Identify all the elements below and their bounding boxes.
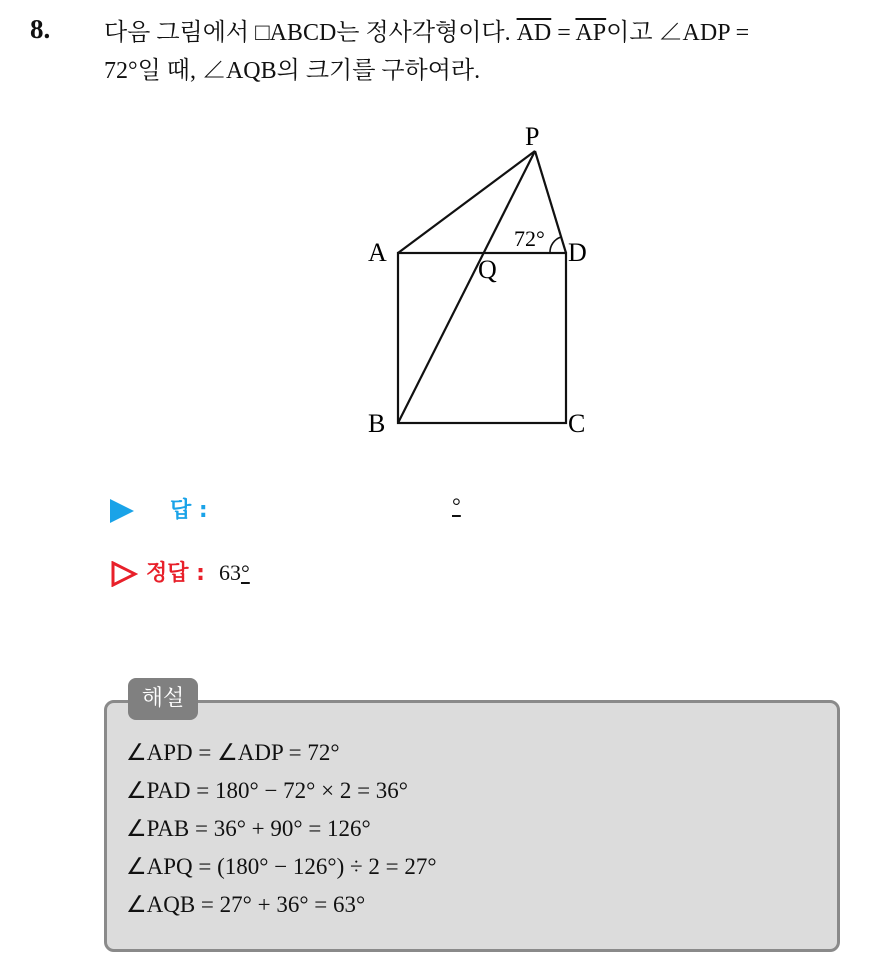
label-a: A <box>368 238 387 267</box>
correct-value <box>219 560 250 585</box>
question-number: 8. <box>30 14 51 44</box>
segment-ap: $\overline{AP}$ <box>575 20 607 46</box>
label-p: P <box>525 122 540 151</box>
question-text <box>104 14 874 90</box>
angle-arc <box>550 237 561 253</box>
answer-row <box>110 493 530 524</box>
segment-pb-line <box>398 151 535 423</box>
correct-label: 정답 : <box>146 561 205 586</box>
explanation-line: ∠APQ = (180° − 126°) ÷ 2 = 27° <box>126 854 437 879</box>
explanation-lines <box>126 734 437 924</box>
label-angle-72: 72° <box>514 226 545 251</box>
explanation-line: ∠APD = ∠ADP = 72° <box>126 740 340 765</box>
label-d: D <box>568 238 587 267</box>
geometry-figure <box>360 115 600 445</box>
label-q: Q <box>478 255 497 284</box>
outline-triangle-icon <box>110 561 138 587</box>
label-b: B <box>368 409 386 438</box>
explanation-line: ∠AQB = 27° + 36° = 63° <box>126 892 366 917</box>
correct-number: 63 <box>218 560 241 585</box>
correct-answer-row <box>110 556 250 587</box>
explanation-line: ∠PAD = 180° − 72° × 2 = 36° <box>126 778 408 803</box>
answer-unit[interactable]: ° <box>452 493 461 518</box>
label-c: C <box>568 409 586 438</box>
question-text-part1: 다음 그림에서 □ABCD는 정사각형이다. <box>104 20 517 46</box>
explanation-tag: 해설 <box>128 678 198 720</box>
play-triangle-icon <box>110 499 134 523</box>
segment-ad: $\overline{AD}$ <box>516 20 552 46</box>
equals-sign: = <box>551 20 576 46</box>
correct-unit: ° <box>240 560 250 585</box>
question-text-part2: 이고 ∠ADP = <box>606 20 750 46</box>
answer-label: 답 : <box>170 498 208 523</box>
explanation-line: ∠PAB = 36° + 90° = 126° <box>126 816 371 841</box>
question-text-line2: 72°일 때, ∠AQB의 크기를 구하여라. <box>104 58 481 84</box>
